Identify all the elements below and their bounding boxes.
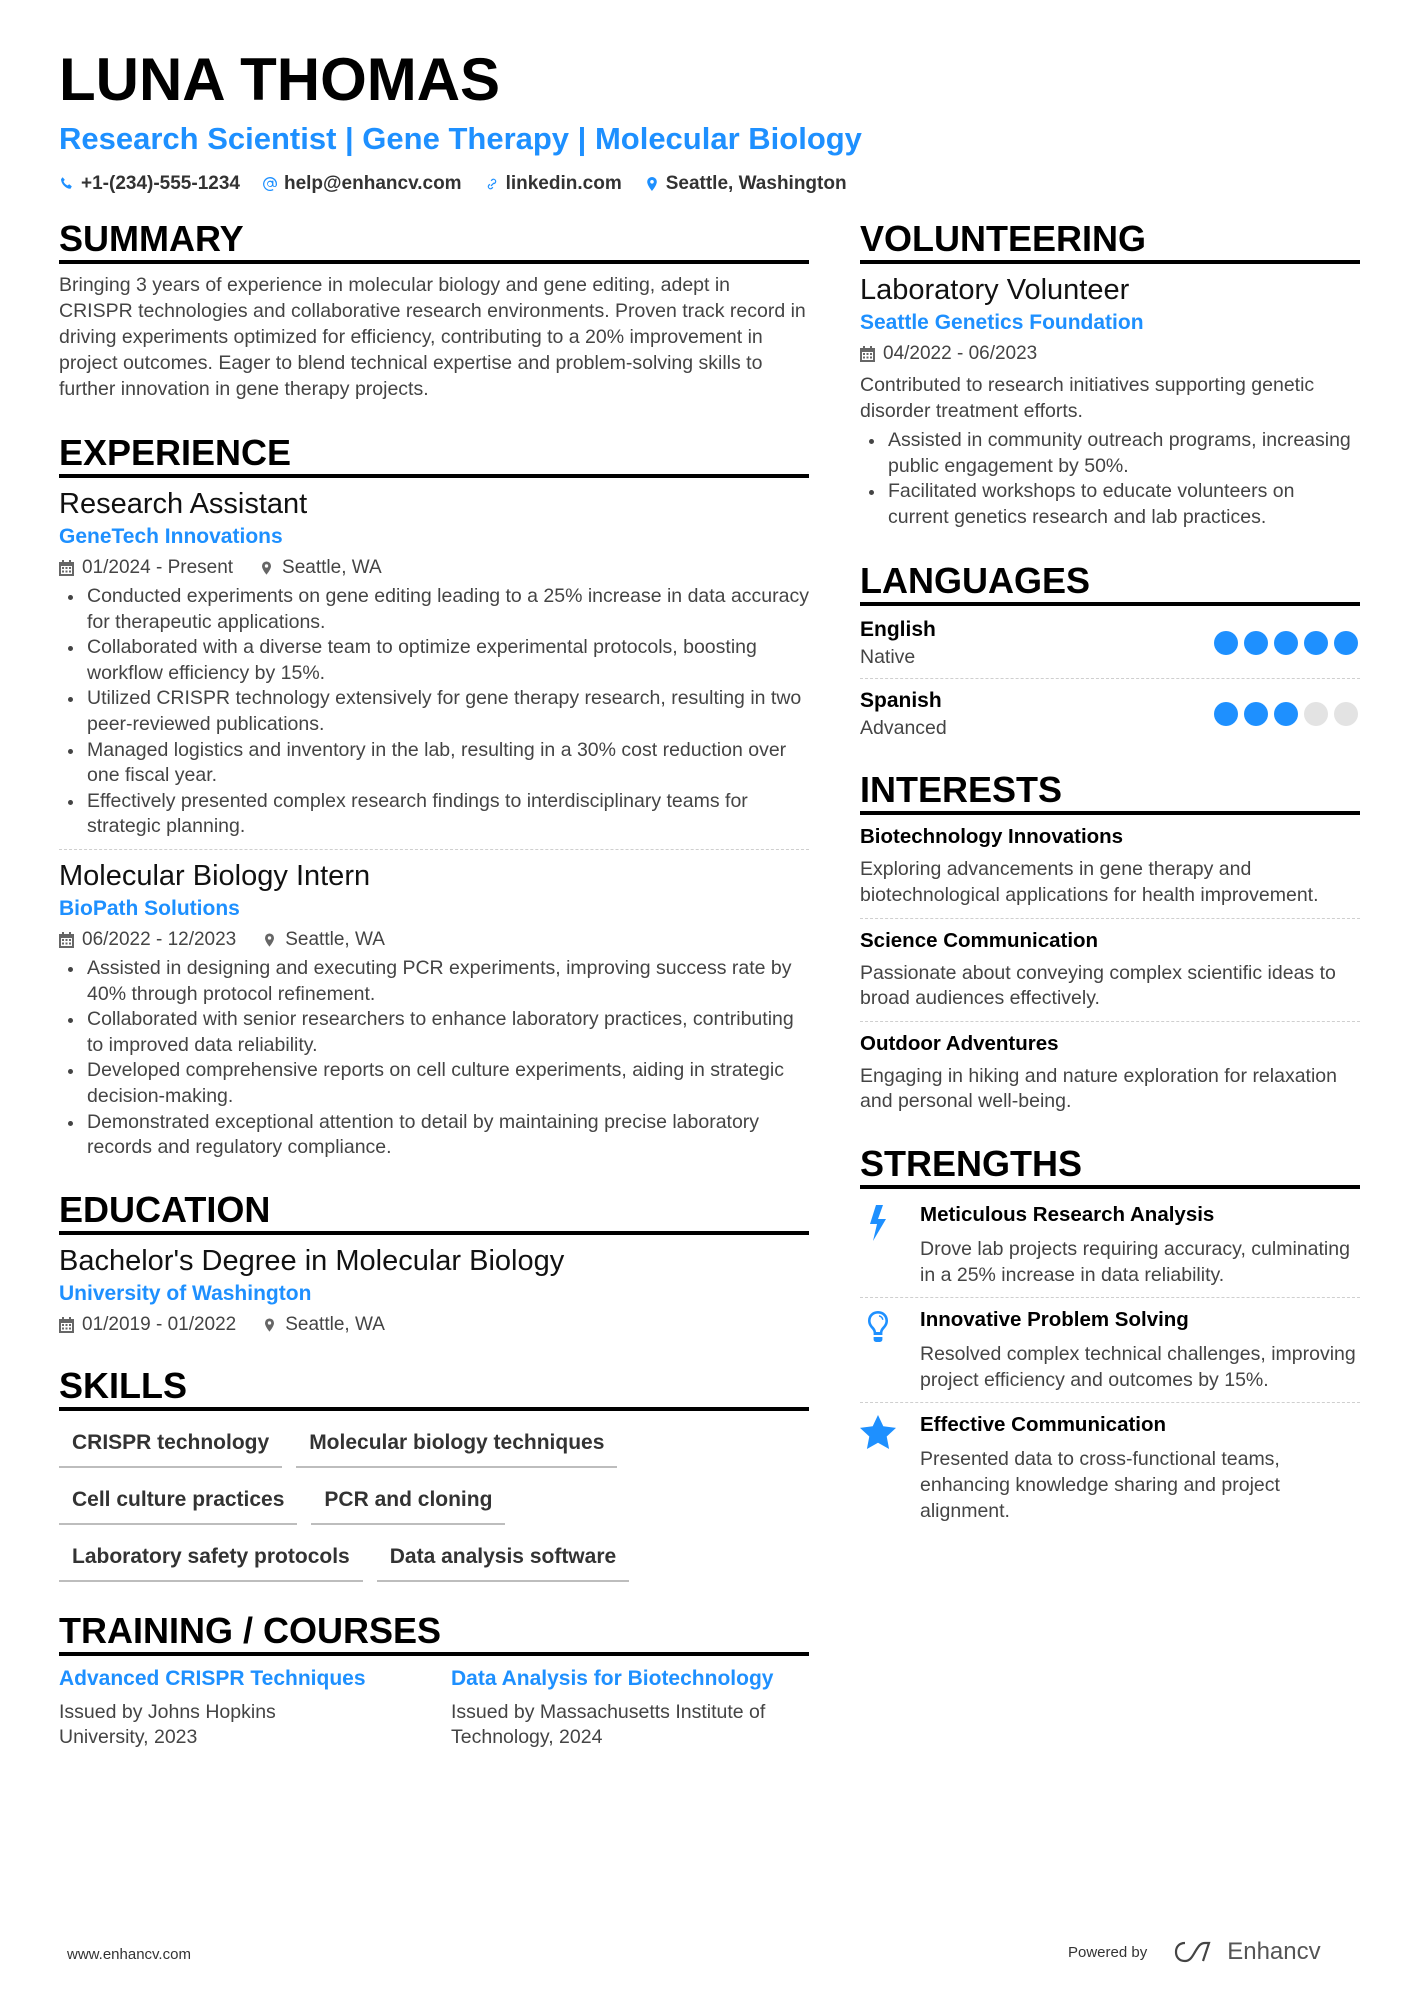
skill-tag: Cell culture practices <box>59 1482 297 1525</box>
job-bullets <box>59 584 809 840</box>
bullet: Conducted experiments on gene editing leading to a 25% increase in data accuracy for therapeutic applications. <box>59 584 809 635</box>
rating-dot-filled <box>1244 702 1268 726</box>
volunteering-section <box>860 218 1360 530</box>
school: University of Washington <box>59 1281 312 1305</box>
volunteer-role: Laboratory Volunteer <box>860 274 1130 306</box>
job-location: Seattle, WA <box>285 928 385 950</box>
resume-header <box>59 44 1359 196</box>
link-icon <box>484 176 500 192</box>
divider <box>860 918 1360 919</box>
summary-section <box>59 218 809 402</box>
email-text: help@enhancv.com <box>283 173 462 194</box>
skill-tag: PCR and cloning <box>311 1482 505 1525</box>
location-pin-icon <box>262 1317 277 1333</box>
job-company: GeneTech Innovations <box>59 525 283 548</box>
strength-title: Innovative Problem Solving <box>920 1308 1189 1332</box>
interest-description: Exploring advancements in gene therapy and biotechnological applications for health improvement. <box>860 858 1319 906</box>
job-dates: 06/2022 - 12/2023 <box>82 928 237 950</box>
rating-dot-empty <box>1304 702 1328 726</box>
rating-dot-filled <box>1274 702 1298 726</box>
candidate-name: LUNA THOMAS <box>59 46 501 113</box>
location-pin-icon <box>644 176 660 192</box>
skill-tag: Laboratory safety protocols <box>59 1539 363 1582</box>
calendar-icon <box>59 1317 74 1333</box>
education-dates: 01/2019 - 01/2022 <box>82 1313 237 1335</box>
linkedin-text: linkedin.com <box>505 173 622 194</box>
contact-bar <box>59 172 1359 196</box>
interest-title: Science Communication <box>860 928 1099 952</box>
section-title-training: TRAINING / COURSES <box>59 1610 809 1656</box>
language-rating <box>1214 631 1358 655</box>
strength-title: Meticulous Research Analysis <box>920 1202 1215 1226</box>
interest-title: Biotechnology Innovations <box>860 825 1124 849</box>
skill-tag: CRISPR technology <box>59 1425 282 1468</box>
strength-title: Effective Communication <box>920 1413 1167 1437</box>
language-item <box>860 614 1360 672</box>
location-text: Seattle, Washington <box>665 173 847 194</box>
section-title-education: EDUCATION <box>59 1189 809 1235</box>
star-icon <box>860 1415 896 1449</box>
section-title-summary: SUMMARY <box>59 218 809 264</box>
strength-description: Presented data to cross-functional teams, enhancing knowledge sharing and project alignment. <box>920 1448 1280 1522</box>
bullet: Collaborated with a diverse team to optimize experimental protocols, boosting workflow efficiency by 15%. <box>59 635 809 686</box>
volunteer-dates: 04/2022 - 06/2023 <box>883 343 1038 364</box>
footer-website[interactable]: www.enhancv.com <box>67 1946 191 1963</box>
rating-dot-empty <box>1334 702 1358 726</box>
language-item <box>860 685 1360 743</box>
course-issuer: Issued by Massachusetts Institute of Technology, 2024 <box>451 1700 766 1749</box>
interest-description: Passionate about conveying complex scientific ideas to broad audiences effectively. <box>860 961 1336 1010</box>
contact-location <box>644 172 847 196</box>
job-location: Seattle, WA <box>282 557 382 578</box>
section-title-languages: LANGUAGES <box>860 560 1360 606</box>
skills-list <box>59 1425 809 1582</box>
bullet: Utilized CRISPR technology extensively for gene therapy research, resulting in two peer-reviewed publications. <box>59 686 809 737</box>
at-icon <box>262 176 278 192</box>
phone-text: +1-(234)-555-1234 <box>81 173 240 194</box>
bullet: Facilitated workshops to educate volunteers on current genetics research and lab practices. <box>860 479 1360 530</box>
section-title-strengths: STRENGTHS <box>860 1143 1360 1189</box>
training-section <box>59 1610 809 1751</box>
job-meta <box>59 554 809 582</box>
interest-title: Outdoor Adventures <box>860 1031 1059 1055</box>
language-level: Native <box>860 646 916 669</box>
section-title-volunteering: VOLUNTEERING <box>860 218 1360 264</box>
strength-description: Drove lab projects requiring accuracy, culminating in a 25% increase in data reliability. <box>920 1237 1350 1286</box>
rating-dot-filled <box>1244 631 1268 655</box>
brand-name: Enhancv <box>1227 1938 1321 1965</box>
volunteer-org: Seattle Genetics Foundation <box>860 311 1144 334</box>
enhancv-logo-icon <box>1173 1940 1217 1964</box>
experience-section <box>59 432 809 1161</box>
course-title: Data Analysis for Biotechnology <box>451 1666 774 1690</box>
enhancv-logo[interactable] <box>1173 1938 1320 1966</box>
location-pin-icon <box>259 560 274 576</box>
volunteer-description: Contributed to research initiatives supporting genetic disorder treatment efforts. <box>860 374 1315 422</box>
languages-section <box>860 560 1360 743</box>
experience-item <box>59 858 809 1161</box>
job-bullets <box>59 956 809 1161</box>
interest-item <box>860 823 1360 908</box>
bullet: Assisted in designing and executing PCR experiments, improving success rate by 40% through protocol refinement. <box>59 956 809 1007</box>
rating-dot-filled <box>1214 702 1238 726</box>
volunteer-bullets <box>860 428 1360 530</box>
divider <box>59 849 809 850</box>
section-title-skills: SKILLS <box>59 1365 809 1411</box>
divider <box>860 1297 1360 1298</box>
bullet: Collaborated with senior researchers to enhance laboratory practices, contributing to improved data reliability. <box>59 1007 809 1058</box>
education-meta <box>59 1311 809 1339</box>
candidate-title: Research Scientist | Gene Therapy | Molecular Biology <box>59 121 862 156</box>
education-section <box>59 1189 809 1339</box>
language-rating <box>1214 702 1358 726</box>
language-name: Spanish <box>860 689 942 713</box>
rating-dot-filled <box>1304 631 1328 655</box>
course-item <box>59 1664 395 1751</box>
rating-dot-filled <box>1274 631 1298 655</box>
job-company: BioPath Solutions <box>59 896 240 920</box>
job-dates: 01/2024 - Present <box>82 557 234 578</box>
bullet: Effectively presented complex research findings to interdisciplinary teams for strategic planning. <box>59 789 809 840</box>
location-pin-icon <box>262 932 277 948</box>
course-item <box>451 1664 809 1751</box>
skill-tag: Molecular biology techniques <box>296 1425 617 1468</box>
volunteer-meta <box>860 340 1360 368</box>
skills-section <box>59 1365 809 1582</box>
job-role: Molecular Biology Intern <box>59 859 371 892</box>
bullet: Assisted in community outreach programs, increasing public engagement by 50%. <box>860 428 1360 479</box>
calendar-icon <box>59 560 74 576</box>
strength-item <box>860 1411 1360 1524</box>
divider <box>860 1021 1360 1022</box>
lightbulb-icon <box>866 1310 890 1344</box>
phone-icon <box>59 176 75 192</box>
powered-by-label: Powered by <box>1068 1943 1148 1961</box>
language-name: English <box>860 618 936 642</box>
divider <box>860 678 1360 679</box>
bullet: Developed comprehensive reports on cell culture experiments, aiding in strategic decision-making. <box>59 1058 809 1109</box>
education-location: Seattle, WA <box>285 1313 385 1335</box>
section-title-experience: EXPERIENCE <box>59 432 809 478</box>
course-title: Advanced CRISPR Techniques <box>59 1666 366 1690</box>
lightning-bolt-icon <box>867 1205 889 1241</box>
calendar-icon <box>860 346 875 362</box>
interest-item <box>860 927 1360 1012</box>
summary-text: Bringing 3 years of experience in molecular biology and gene editing, adept in CRISPR technologies and collaborative research environments. Proven track record in driving experiments optimized for efficiency, contributing to a 20% improvement in project outcomes. Eager to blend technical expertise and problem-solving skills to further innovation in gene therapy projects. <box>59 274 806 400</box>
bullet: Demonstrated exceptional attention to detail by maintaining precise laboratory records and regulatory compliance. <box>59 1110 809 1161</box>
contact-phone[interactable] <box>59 172 240 196</box>
strength-item <box>860 1306 1360 1393</box>
interest-description: Engaging in hiking and nature exploration for relaxation and personal well-being. <box>860 1064 1337 1113</box>
rating-dot-filled <box>1334 631 1358 655</box>
job-meta <box>59 926 809 954</box>
interests-section <box>860 769 1360 1115</box>
contact-linkedin[interactable] <box>484 172 622 196</box>
divider <box>860 1402 1360 1403</box>
language-level: Advanced <box>860 717 947 740</box>
rating-dot-filled <box>1214 631 1238 655</box>
right-column <box>860 218 1360 1554</box>
strength-description: Resolved complex technical challenges, improving project efficiency and outcomes by 15%. <box>920 1343 1356 1391</box>
contact-email[interactable] <box>262 172 462 196</box>
skill-tag: Data analysis software <box>377 1539 629 1582</box>
degree: Bachelor's Degree in Molecular Biology <box>59 1244 565 1277</box>
footer-branding <box>1068 1938 1321 1966</box>
job-role: Research Assistant <box>59 488 308 520</box>
courses-list <box>59 1664 809 1751</box>
section-title-interests: INTERESTS <box>860 769 1360 815</box>
course-issuer: Issued by Johns Hopkins University, 2023 <box>59 1700 276 1749</box>
experience-item <box>59 486 809 840</box>
left-column <box>59 218 809 1781</box>
interest-item <box>860 1030 1360 1115</box>
bullet: Managed logistics and inventory in the lab, resulting in a 30% cost reduction over one fiscal year. <box>59 738 809 789</box>
strengths-section <box>860 1143 1360 1524</box>
strength-item <box>860 1201 1360 1288</box>
calendar-icon <box>59 932 74 948</box>
